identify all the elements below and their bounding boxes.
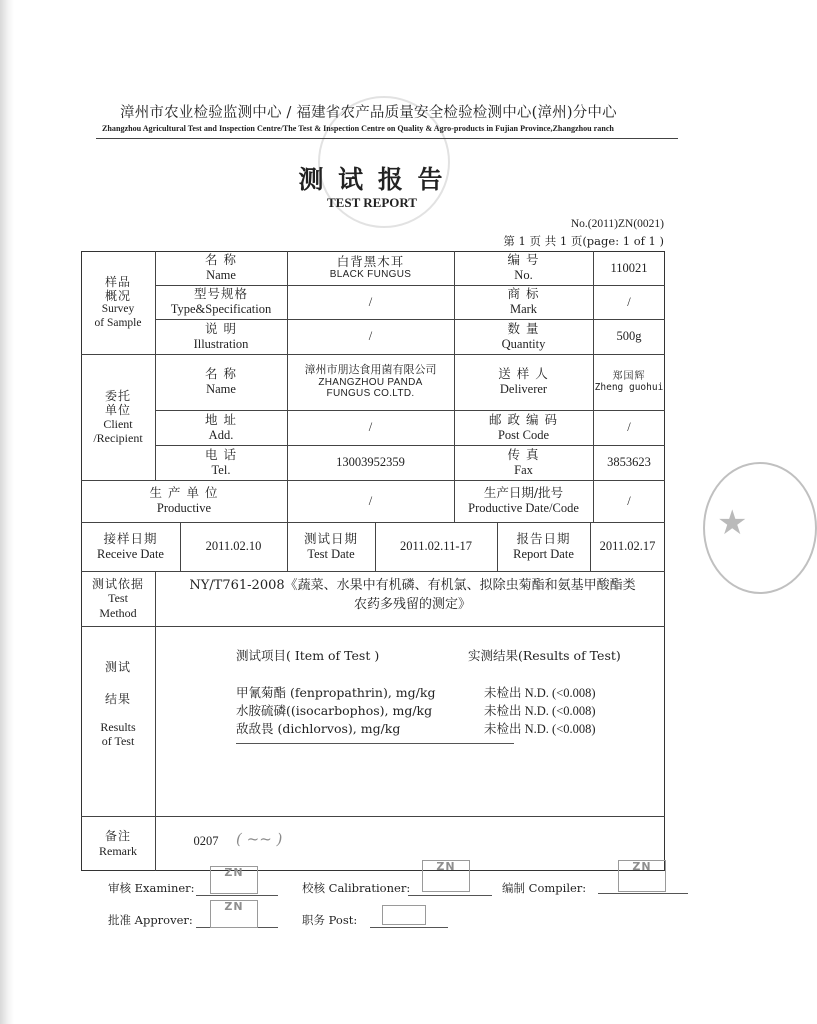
examiner-line	[196, 895, 278, 896]
type-spec-value: /	[368, 294, 373, 309]
deliverer-value: 郑国辉 Zheng guohui	[594, 370, 664, 394]
star-icon: ★	[717, 503, 748, 543]
report-title-en: TEST REPORT	[327, 195, 417, 210]
sample-no-value: 110021	[610, 260, 648, 275]
productive-value: /	[368, 493, 373, 508]
deliverer-label: 送 样 人 Deliverer	[498, 366, 549, 396]
client-label-en: Client /Recipient	[93, 417, 143, 446]
client-name-label: 名 称 Name	[205, 366, 237, 396]
quantity-value: 500g	[616, 329, 642, 344]
compiler-line	[598, 893, 688, 894]
mark-label: 商 标 Mark	[507, 286, 540, 316]
sample-name-label: 名 称 Name	[205, 252, 237, 282]
client-name-value: 漳州市朋达食用菌有限公司 ZHANGZHOU PANDA FUNGUS CO.LTD.	[304, 362, 437, 400]
header-divider	[96, 138, 678, 139]
page-info: 第 1 页 共 1 页(page: 1 of 1 )	[503, 234, 664, 248]
type-spec-label: 型号规格 Type&Specification	[170, 286, 272, 316]
approver-seal: ZN	[210, 900, 258, 928]
post-code-value: /	[627, 420, 631, 435]
result-item-value: 未检出 N.D. (<0.008)	[484, 704, 596, 718]
result-item-value: 未检出 N.D. (<0.008)	[484, 686, 596, 700]
results-item-header: 测试项目( Item of Test )	[236, 648, 380, 663]
productive-date-value: /	[627, 493, 631, 508]
test-method-text	[160, 577, 665, 615]
examiner-label: 审核 Examiner:	[108, 881, 195, 895]
result-item-value: 未检出 N.D. (<0.008)	[484, 722, 596, 736]
illustration-value: /	[368, 329, 373, 344]
calibrationer-label: 校核 Calibrationer:	[302, 881, 411, 895]
report-title-cn: 测 试 报 告	[298, 165, 446, 194]
illustration-label: 说 明 Illustration	[193, 320, 249, 351]
fax-value: 3853623	[607, 455, 651, 470]
sample-no-label: 编 号 No.	[507, 252, 540, 282]
fax-label: 传 真 Fax	[507, 446, 540, 477]
handwritten-note: ( ~~ )	[236, 830, 283, 848]
compiler-seal: ZN	[618, 860, 666, 892]
remark-label: 备注 Remark	[99, 829, 137, 858]
tel-label: 电 话 Tel.	[205, 446, 237, 477]
calibrationer-seal: ZN	[422, 860, 470, 892]
results-value-header: 实测结果(Results of Test)	[468, 648, 621, 663]
address-label: 地 址 Add.	[205, 411, 237, 442]
institution-name-cn: 漳州市农业检验监测中心 / 福建省农产品质量安全检验检测中心(漳州)分中心	[120, 105, 617, 121]
mark-value: /	[627, 294, 631, 309]
calibrationer-line	[408, 895, 492, 896]
side-seal	[703, 462, 748, 592]
client-label-cn: 委托 单位	[104, 388, 131, 417]
institution-name-en: Zhangzhou Agricultural Test and Inspection Centre/The Test & Inspection Centre on Quality & Agro-products in Fujian Province,Zhangzhou ranch	[102, 124, 614, 133]
page-edge-shadow	[0, 0, 14, 1024]
sample-label-en: Survey of Sample	[94, 303, 142, 329]
report-date-label: 报告日期 Report Date	[513, 530, 574, 561]
results-label: 测试 结果 Results of Test	[100, 660, 136, 749]
client-section-label	[81, 354, 155, 480]
report-date-value: 2011.02.17	[599, 539, 656, 554]
result-item-name: 敌敌畏 (dichlorvos), mg/kg	[236, 721, 401, 736]
test-date-value: 2011.02.11-17	[400, 539, 472, 554]
test-method-line1: NY/T761-2008《蔬菜、水果中有机磷、有机氯、拟除虫菊酯和氨基甲酸酯类	[189, 578, 636, 593]
compiler-label: 编制 Compiler:	[502, 881, 587, 895]
address-value: /	[368, 420, 373, 435]
sample-label-cn: 样品 概况	[104, 274, 131, 303]
quantity-label: 数 量 Quantity	[501, 320, 546, 351]
remark-value: 0207	[193, 833, 219, 848]
tel-value: 13003952359	[336, 455, 405, 470]
receive-date-value: 2011.02.10	[205, 539, 262, 554]
report-number: No.(2011)ZN(0021)	[570, 218, 664, 230]
productive-label: 生 产 单 位 Productive	[149, 485, 219, 515]
test-method-line2: 农药多残留的测定》	[353, 596, 471, 612]
approver-label: 批准 Approver:	[108, 913, 193, 927]
post-line	[370, 927, 448, 928]
test-method-label: 测试依据 Test Method	[91, 577, 144, 620]
post-label: 职务 Post:	[302, 913, 358, 927]
result-item-name: 水胺硫磷((isocarbophos), mg/kg	[236, 703, 433, 718]
result-item-name: 甲氰菊酯 (fenpropathrin), mg/kg	[236, 685, 436, 700]
sample-section-label	[81, 251, 155, 354]
post-seal	[382, 905, 426, 925]
receive-date-label: 接样日期 Receive Date	[97, 530, 164, 561]
productive-date-label: 生产日期/批号 Productive Date/Code	[468, 485, 579, 515]
post-code-label: 邮 政 编 码 Post Code	[489, 411, 558, 442]
examiner-seal: ZN	[210, 866, 258, 894]
sample-name-value: 白背黑木耳 BLACK FUNGUS	[329, 253, 412, 281]
results-end-line	[236, 743, 514, 744]
test-date-label: 测试日期 Test Date	[303, 530, 358, 561]
